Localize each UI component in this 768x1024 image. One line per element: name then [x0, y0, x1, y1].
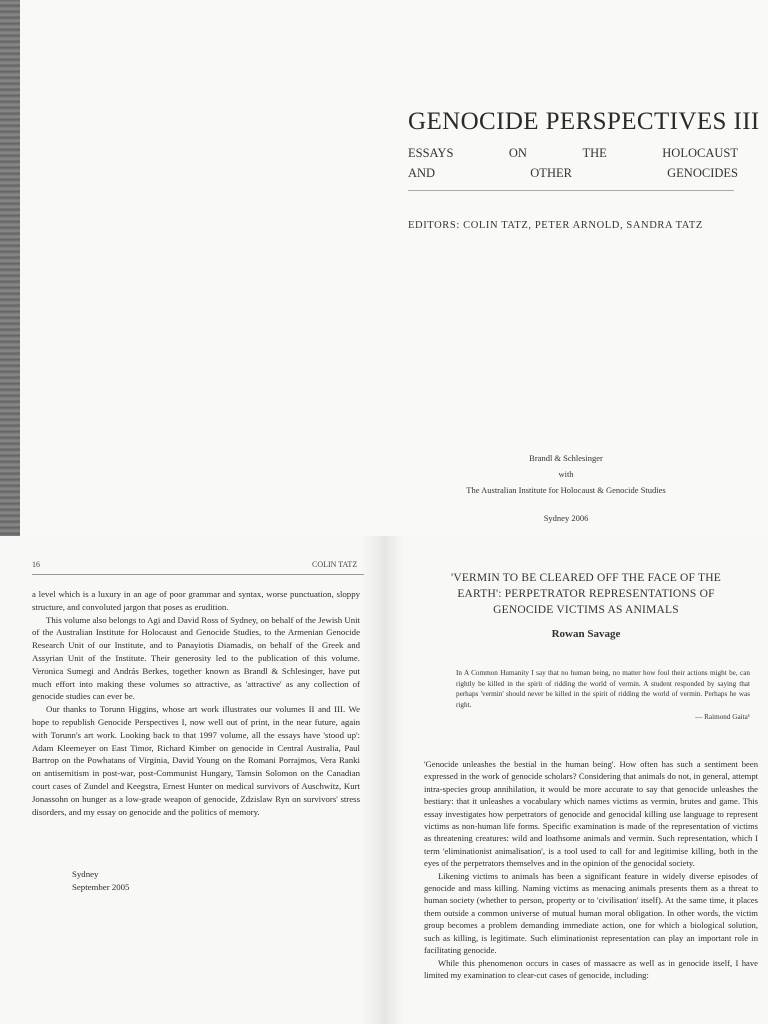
paragraph: Our thanks to Torunn Higgins, whose art work illustrates our volumes II and III. We hope to republish Genocide Perspectives I, now well out of print, in the near future, again with Torunn's art work. Looking back to that 1997 volume, all the essays have 'stood up': Adam Kleemeyer on East Timor, Richard Kimber on genocide in Central Australia, Paul Bartrop on the Powhatans of Virginia, David Young on the Romani Porrajmos, Vera Ranki on antisemitism in post-war, post-Communist Hungary, Tamsin Solomon on the Canadian court cases of Zundel and Keegstra, Ernest Hunter on medical survivors of Auschwitz, Kurt Jonassohn on hunger as a low-grade weapon of genocide, Zdzislaw Ryn on survivors' stress disorders, and my essay on genocide and the politics of memory.	[32, 704, 360, 817]
paragraph: Likening victims to animals has been a significant feature in widely diverse episodes of genocide and mass killing. Naming victims as menacing animals presents them as a threat to human society (whether to person, property or to 'civilisation' itself). At the same time, it places them outside a common universe of mutual human moral obligation. In other words, the victim group becomes a problem demanding immediate action, one for which a biological solution, such as killing, is legitimate. Such eliminationist representation can play an important role in facilitating genocide.	[424, 870, 758, 956]
subtitle-line-2	[408, 166, 738, 181]
subtitle-word: ON	[508, 146, 527, 160]
signoff-date: September 2005	[72, 881, 130, 892]
chapter-title-line: EARTH': PERPETRATOR REPRESENTATIONS OF	[457, 588, 715, 600]
paragraph: While this phenomenon occurs in cases of massacre as well as in genocide itself, I have limited my examination to clear-cut cases of genocide, including:	[424, 957, 758, 980]
chapter-title-line: GENOCIDE VICTIMS AS ANIMALS	[493, 604, 679, 616]
left-body-text	[32, 588, 360, 818]
publisher-block	[452, 450, 680, 526]
page-number: 16	[32, 560, 40, 569]
left-page	[20, 536, 370, 1024]
epigraph-attribution: — Raimond Gaita¹	[695, 713, 750, 721]
publication-place-year: Sydney 2006	[543, 513, 589, 523]
subtitle-word: ESSAYS	[408, 146, 454, 160]
epigraph	[456, 668, 750, 723]
publisher-name: Brandl & Schlesinger	[529, 453, 603, 463]
subtitle-word: AND	[408, 166, 436, 180]
subtitle-word: OTHER	[530, 166, 572, 180]
signoff-place: Sydney	[72, 869, 99, 879]
title-rule	[408, 190, 734, 191]
signoff	[72, 868, 129, 894]
publisher-institute: The Australian Institute for Holocaust & Genocide Studies	[466, 485, 666, 495]
paragraph: a level which is a luxury in an age of poor grammar and syntax, worse punctuation, sloppy structure, and convoluted jargon that poses as erudition.	[32, 589, 360, 612]
subtitle-word: GENOCIDES	[667, 166, 738, 180]
chapter-author: Rowan Savage	[551, 628, 621, 640]
book-title: GENOCIDE PERSPECTIVES III	[408, 108, 760, 135]
header-rule	[32, 574, 364, 575]
epigraph-text: In A Common Humanity I say that no human being, no matter how foul their actions might be, can rightly be killed in the spirit of ridding the world of vermin. A student responded by saying that perhaps 'vermin' should never be killed in the spirit of ridding the world of vermin. Perhaps he was right.	[456, 669, 750, 709]
subtitle-word: THE	[582, 146, 607, 160]
chapter-title	[416, 570, 756, 618]
right-page	[408, 536, 768, 1024]
publisher-with: with	[558, 469, 574, 479]
right-body-text	[424, 758, 758, 981]
running-head: COLIN TATZ	[312, 560, 358, 569]
chapter-title-line: 'VERMIN TO BE CLEARED OFF THE FACE OF THE	[451, 572, 721, 584]
editors-line: EDITORS: COLIN TATZ, PETER ARNOLD, SANDRA TATZ	[408, 220, 703, 231]
paragraph: 'Genocide unleashes the bestial in the human being'. How often has such a sentiment been expressed in the work of genocide scholars? Considering that animals do not, in general, attempt intra-species group annihilation, it would be more accurate to say that genocide unleashes the bestiary: that it unleashes a vocabulary which names victims as vermin, brutes and game. This essay investigates how perpetrators of genocide and genocidal killing use language to represent victims as non-human life forms. Specific examination is made of the representation of victims as threatening creatures: wild and loathsome animals and vermin. Such representation, which I term 'eliminationist animalisation', is a tool used to call for and legitimise killing, both in the eyes of the perpetrators themselves and in the opinion of the genocidal society.	[424, 759, 758, 869]
paragraph: This volume also belongs to Agi and David Ross of Sydney, on behalf of the Jewish Unit of the Australian Institute for Holocaust and Genocide Studies, to the Armenian Genocide Research Unit of our Institute, and to Panayiotis Diamadis, on behalf of the Greek and Assyrian Unit of the Institute. Their generosity led to the publication of this volume. Veronica Sumegi and András Berkes, together known as Brandl & Schlesinger, have put much effort into making these volumes so attractive, as 'attractive' as any collection of genocide studies can ever be.	[32, 614, 360, 702]
subtitle-line-1	[408, 146, 738, 161]
subtitle-word: HOLOCAUST	[662, 146, 738, 160]
